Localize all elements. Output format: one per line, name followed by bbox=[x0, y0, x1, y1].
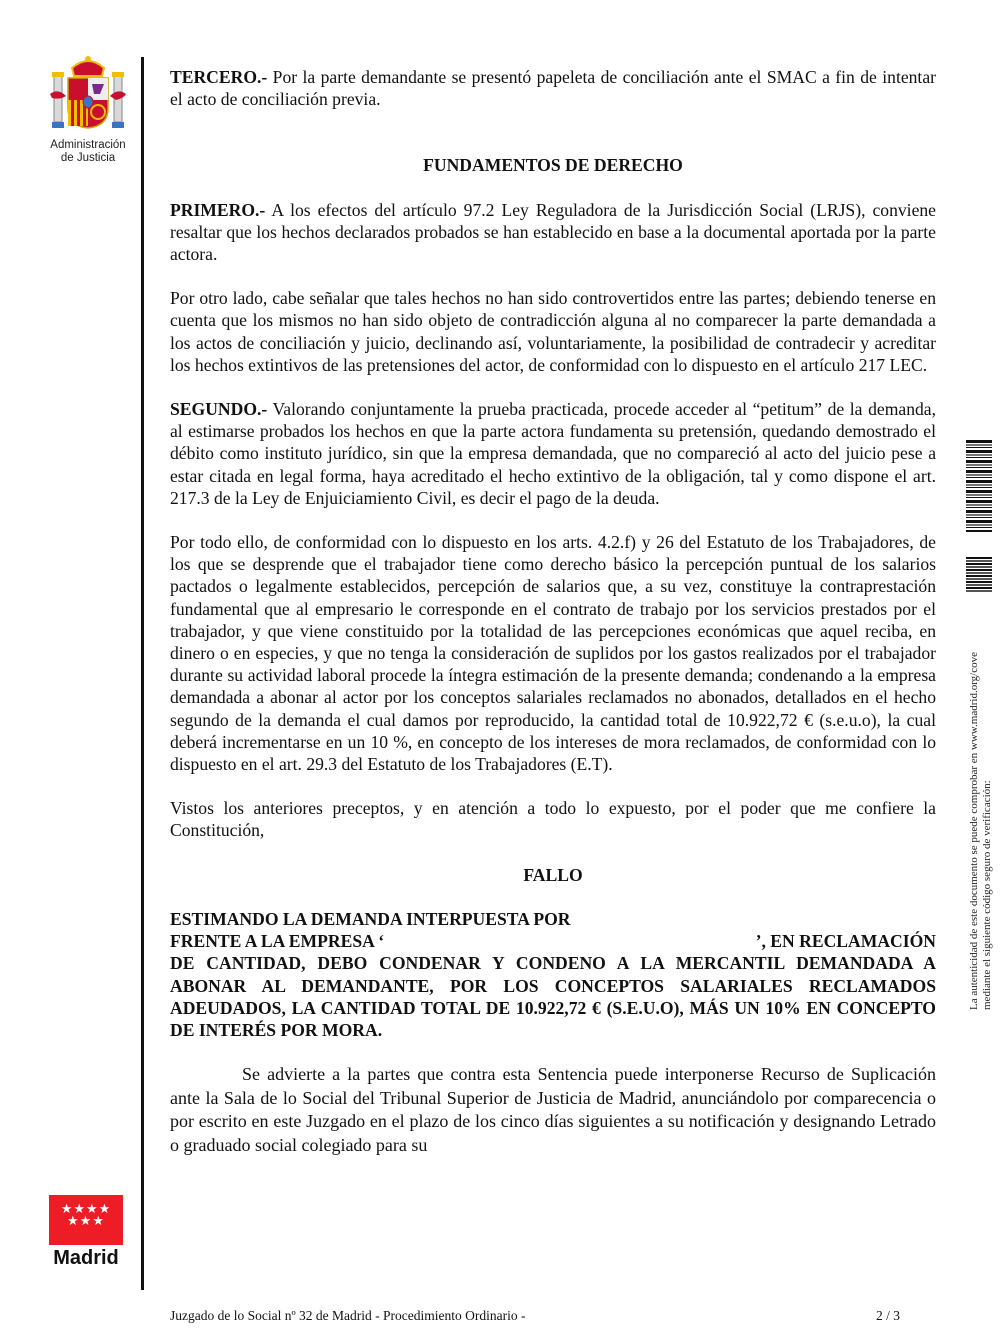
barcode-small-icon bbox=[966, 557, 992, 593]
segundo-label: SEGUNDO.- bbox=[170, 399, 268, 420]
barcode-icon bbox=[966, 440, 992, 532]
verification-text-line1: La autenticidad de este documento se puede comprobar en www.madrid.org/cove bbox=[968, 652, 980, 1010]
heading-fundamentos: FUNDAMENTOS DE DERECHO bbox=[423, 155, 683, 176]
fallo-line-2-end: ’, EN RECLAMACIÓN bbox=[755, 931, 936, 952]
administracion-justicia-logo bbox=[44, 54, 132, 165]
fallo-line-2 bbox=[170, 930, 936, 952]
madrid-caption: Madrid bbox=[53, 1247, 119, 1269]
primero-text: A los efectos del artículo 97.2 Ley Reguladora de la Jurisdicción Social (LRJS), conviene resaltar que los hechos declarados probados se han establecido en base a la documental aportada por la parte actora. bbox=[170, 199, 936, 265]
tercero-paragraph bbox=[170, 66, 936, 110]
flag-stars: ★★★★ ★★★ bbox=[60, 1201, 112, 1228]
fallo-block bbox=[170, 908, 936, 1041]
segundo-paragraph-2: Por todo ello, de conformidad con lo dispuesto en los arts. 4.2.f) y 26 del Estatuto de los Trabajadores, de los que se desprende que el trabajador tiene como derecho básico la percepción puntual de los salarios pactados o legalmente establecidos, percepción de salarios que, a su vez, constituye la contraprestación fundamental que al empresario le corresponde en el contrato de trabajo por los servicios prestados por el trabajador, y que viene constituido por la totalidad de las percepciones económicas que aquel reciba, en dinero o en especies, y que no tenga la consideración de suplidos por los gastos realizados por el trabajador durante su actividad laboral procede la íntegra estimación de la presente demanda; condenando a la empresa demandada a abonar al actor por los conceptos salariales reclamados no abonados, detallados en el hecho segundo de la demanda el cual damos por reproducido, la cantidad total de 10.922,72 € (s.e.u.o), la cual deberá incrementarse en un 10 %, en concepto de los intereses de mora reclamados, de conformidad con lo dispuesto en el art. 29.3 del Estatuto de los Trabajadores (E.T). bbox=[170, 532, 936, 775]
heading-fallo: FALLO bbox=[523, 864, 583, 885]
tercero-label: TERCERO.- bbox=[170, 67, 268, 87]
fallo-line-1: ESTIMANDO LA DEMANDA INTERPUESTA POR bbox=[170, 908, 571, 929]
footer-court: Juzgado de lo Social nº 32 de Madrid - Procedimiento Ordinario - bbox=[170, 1308, 526, 1323]
page-footer bbox=[170, 1308, 900, 1324]
tercero-text: Por la parte demandante se presentó papeleta de conciliación ante el SMAC a fin de intentar el acto de conciliación previa. bbox=[170, 67, 936, 110]
coat-of-arms-icon bbox=[50, 54, 126, 134]
primero-paragraph-2: Por otro lado, cabe señalar que tales hechos no han sido controvertidos entre las partes; debiendo tenerse en cuenta que los mismos no han sido objeto de contradicción alguna al no comparecer la parte demandada a los actos de conciliación y juicio, declinando así, voluntariamente, la posibilidad de contradecir y acreditar los hechos extintivos de las pretensiones del actor, de conformidad con lo dispuesto en el artículo 217 LEC. bbox=[170, 288, 936, 375]
margin-rule bbox=[141, 57, 144, 1290]
primero-label: PRIMERO.- bbox=[170, 199, 266, 220]
document-body bbox=[170, 66, 936, 1157]
segundo-text: Valorando conjuntamente la prueba practicada, procede acceder al “petitum” de la demanda, al estimarse probados los hechos en que la parte actora fundamenta su pretensión, quedando demostrado el débito como instituto jurídico, sin que la empresa demandada, que no compareció al acto del juicio pese a estar citada en legal forma, haya acreditado el hecho extintivo de la obligación, tal y como dispone el art. 217.3 de la Ley de Enjuiciamiento Civil, es decir el pago de la deuda. bbox=[170, 399, 936, 508]
logo-caption-line1: Administración bbox=[50, 139, 126, 151]
page-number: 2 / 3 bbox=[875, 1308, 900, 1323]
vistos-paragraph: Vistos los anteriores preceptos, y en atención a todo lo expuesto, por el poder que me confiere la Constitución, bbox=[170, 798, 936, 841]
segundo-paragraph bbox=[170, 398, 936, 509]
advierte-paragraph: Se advierte a la partes que contra esta Sentencia puede interponerse Recurso de Suplicación ante la Sala de lo Social del Tribunal Superior de Justicia de Madrid, anunciándolo por comparecencia o por escrito en este Juzgado en el plazo de los cinco días siguientes a su notificación y designando Letrado o graduado social colegiado para su bbox=[170, 1064, 936, 1155]
fallo-rest: DE CANTIDAD, DEBO CONDENAR Y CONDENO A LA MERCANTIL DEMANDADA A ABONAR AL DEMANDANTE, POR LOS CONCEPTOS SALARIALES RECLAMADOS ADEUDADOS, LA CANTIDAD TOTAL DE 10.922,72 € (S.E.U.O), MÁS UN 10% EN CONCEPTO DE INTERÉS POR MORA. bbox=[170, 953, 936, 1040]
fallo-line-2-start: FRENTE A LA EMPRESA ‘ bbox=[170, 931, 385, 952]
verification-text-line2: mediante el siguiente código seguro de verificación: bbox=[981, 780, 993, 1010]
primero-paragraph bbox=[170, 199, 936, 266]
madrid-flag-icon bbox=[49, 1195, 123, 1245]
comunidad-madrid-logo bbox=[48, 1195, 124, 1270]
logo-caption-line2: de Justicia bbox=[60, 152, 116, 164]
